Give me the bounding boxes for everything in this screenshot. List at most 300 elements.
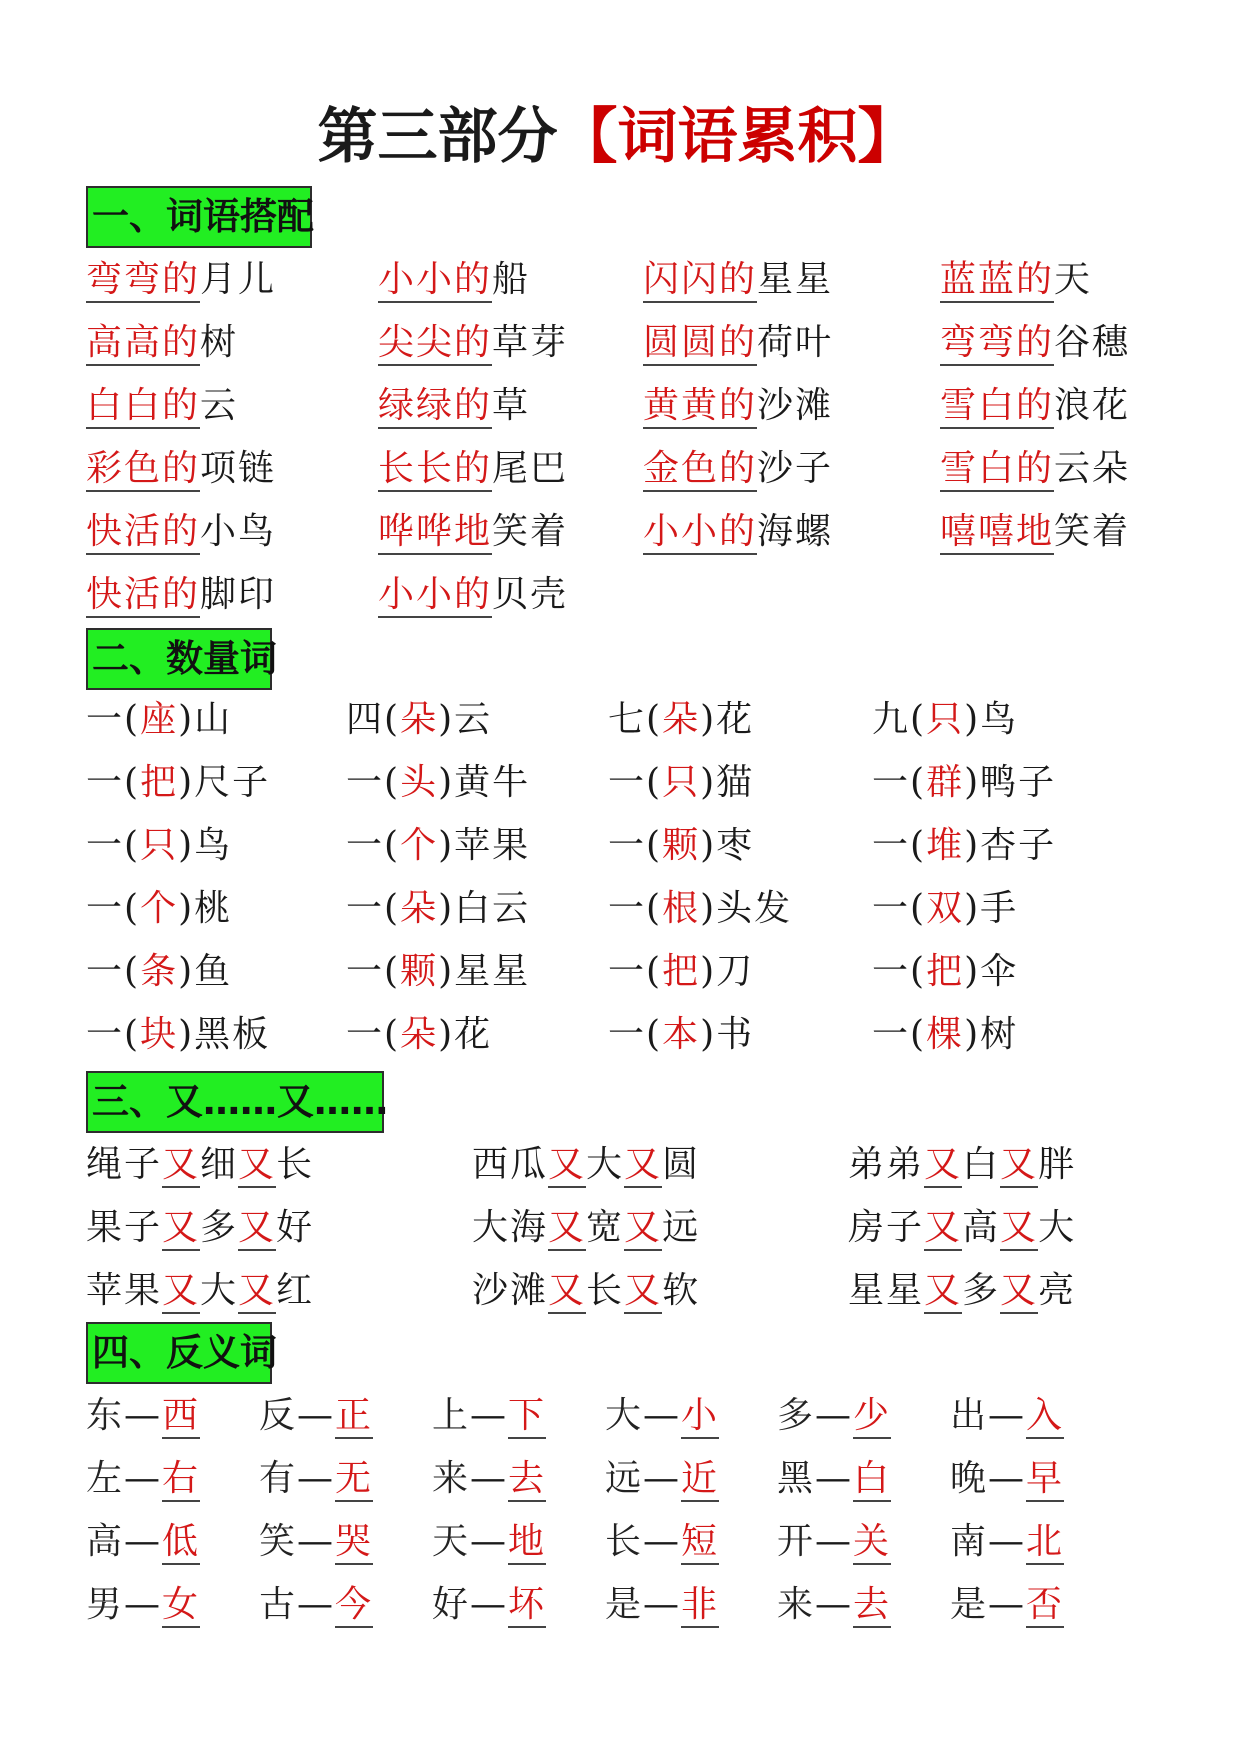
paren-open: ( bbox=[910, 762, 927, 803]
paren-close: ) bbox=[178, 888, 195, 929]
numeral: 四 bbox=[346, 699, 385, 740]
measure-word-item bbox=[872, 761, 1056, 805]
you-word: 又 bbox=[548, 1144, 586, 1188]
noun-word: 云朵 bbox=[1054, 448, 1131, 489]
measure-word-item bbox=[86, 1013, 270, 1057]
paren-close: ) bbox=[178, 762, 195, 803]
title-bracket-open: 【 bbox=[557, 102, 618, 172]
antonym-word: 笑 bbox=[259, 1521, 298, 1562]
antonym-answer: 女 bbox=[162, 1584, 200, 1628]
antonym-word: 大 bbox=[605, 1395, 644, 1436]
antonym-word: 出 bbox=[950, 1395, 989, 1436]
collocation-item bbox=[378, 573, 568, 617]
measure-word: 只 bbox=[662, 762, 701, 803]
noun-word: 桃 bbox=[194, 888, 233, 929]
you-you-item bbox=[848, 1269, 1076, 1313]
modifier-word: 小小的 bbox=[643, 511, 757, 555]
measure-word: 朵 bbox=[400, 699, 439, 740]
section-heading-you-you: 三、又……又…… bbox=[86, 1071, 384, 1133]
measure-word-item bbox=[872, 950, 1018, 994]
subject-word: 西瓜 bbox=[472, 1144, 549, 1185]
you-you-item bbox=[472, 1269, 700, 1313]
measure-word-item bbox=[608, 698, 754, 742]
dash: — bbox=[643, 1458, 682, 1499]
dash: — bbox=[297, 1521, 336, 1562]
dash: — bbox=[470, 1395, 509, 1436]
noun-word: 云 bbox=[454, 699, 493, 740]
noun-word: 花 bbox=[716, 699, 755, 740]
title-highlight: 词语累积 bbox=[617, 102, 858, 172]
noun-word: 沙滩 bbox=[757, 385, 834, 426]
antonym-answer: 北 bbox=[1026, 1521, 1064, 1565]
modifier-word: 高高的 bbox=[86, 322, 200, 366]
antonym-pair bbox=[259, 1520, 373, 1564]
modifier-word: 圆圆的 bbox=[643, 322, 757, 366]
dash: — bbox=[643, 1521, 682, 1562]
adjective-one: 多 bbox=[962, 1270, 1001, 1311]
measure-word-item bbox=[608, 824, 754, 868]
modifier-word: 彩色的 bbox=[86, 448, 200, 492]
noun-word: 船 bbox=[492, 259, 531, 300]
antonym-pair bbox=[950, 1583, 1064, 1627]
paren-open: ( bbox=[124, 825, 141, 866]
subject-word: 沙滩 bbox=[472, 1270, 549, 1311]
measure-word-item bbox=[346, 698, 492, 742]
paren-close: ) bbox=[438, 762, 455, 803]
antonym-pair bbox=[86, 1457, 200, 1501]
dash: — bbox=[124, 1521, 163, 1562]
antonym-word: 南 bbox=[950, 1521, 989, 1562]
modifier-word: 快活的 bbox=[86, 574, 200, 618]
noun-word: 书 bbox=[716, 1014, 755, 1055]
paren-open: ( bbox=[910, 699, 927, 740]
paren-open: ( bbox=[384, 762, 401, 803]
collocation-item bbox=[86, 573, 276, 617]
measure-word-item bbox=[608, 1013, 754, 1057]
dash: — bbox=[815, 1458, 854, 1499]
paren-close: ) bbox=[438, 888, 455, 929]
noun-word: 草芽 bbox=[492, 322, 569, 363]
noun-word: 黄牛 bbox=[454, 762, 531, 803]
noun-word: 猫 bbox=[716, 762, 755, 803]
measure-word: 把 bbox=[140, 762, 179, 803]
paren-close: ) bbox=[964, 762, 981, 803]
adjective-two: 胖 bbox=[1038, 1144, 1077, 1185]
noun-word: 小鸟 bbox=[200, 511, 277, 552]
antonym-word: 长 bbox=[605, 1521, 644, 1562]
measure-word-item bbox=[346, 950, 530, 994]
paren-open: ( bbox=[124, 699, 141, 740]
title-bracket-close: 】 bbox=[857, 102, 918, 172]
paren-close: ) bbox=[964, 1014, 981, 1055]
measure-word-item bbox=[346, 1013, 492, 1057]
numeral: 一 bbox=[86, 699, 125, 740]
measure-word-item bbox=[346, 887, 530, 931]
paren-open: ( bbox=[646, 951, 663, 992]
collocation-item bbox=[378, 321, 568, 365]
numeral: 一 bbox=[86, 1014, 125, 1055]
paren-open: ( bbox=[646, 825, 663, 866]
antonym-answer: 入 bbox=[1026, 1395, 1064, 1439]
you-word: 又 bbox=[924, 1207, 962, 1251]
paren-close: ) bbox=[700, 699, 717, 740]
measure-word-item bbox=[346, 761, 530, 805]
dash: — bbox=[297, 1584, 336, 1625]
antonym-pair bbox=[605, 1583, 719, 1627]
antonym-word: 上 bbox=[432, 1395, 471, 1436]
dash: — bbox=[815, 1584, 854, 1625]
measure-word-item bbox=[608, 950, 754, 994]
collocation-item bbox=[643, 258, 833, 302]
noun-word: 鸭子 bbox=[980, 762, 1057, 803]
modifier-word: 嘻嘻地 bbox=[940, 511, 1054, 555]
noun-word: 沙子 bbox=[757, 448, 834, 489]
numeral: 一 bbox=[346, 825, 385, 866]
paren-close: ) bbox=[700, 1014, 717, 1055]
noun-word: 天 bbox=[1054, 259, 1093, 300]
collocation-item bbox=[378, 384, 530, 428]
subject-word: 苹果 bbox=[86, 1270, 163, 1311]
antonym-answer: 白 bbox=[853, 1458, 891, 1502]
collocation-item bbox=[378, 258, 530, 302]
modifier-word: 快活的 bbox=[86, 511, 200, 555]
noun-word: 树 bbox=[980, 1014, 1019, 1055]
collocation-item bbox=[940, 510, 1130, 554]
numeral: 一 bbox=[872, 951, 911, 992]
dash: — bbox=[470, 1458, 509, 1499]
modifier-word: 白白的 bbox=[86, 385, 200, 429]
measure-word: 双 bbox=[926, 888, 965, 929]
dash: — bbox=[988, 1584, 1027, 1625]
you-word: 又 bbox=[1000, 1207, 1038, 1251]
measure-word: 条 bbox=[140, 951, 179, 992]
collocation-item bbox=[643, 384, 833, 428]
adjective-one: 长 bbox=[586, 1270, 625, 1311]
modifier-word: 绿绿的 bbox=[378, 385, 492, 429]
paren-open: ( bbox=[124, 762, 141, 803]
antonym-word: 有 bbox=[259, 1458, 298, 1499]
you-you-item bbox=[472, 1143, 700, 1187]
paren-open: ( bbox=[646, 888, 663, 929]
measure-word-item bbox=[608, 761, 754, 805]
paren-open: ( bbox=[910, 888, 927, 929]
adjective-two: 长 bbox=[276, 1144, 315, 1185]
antonym-word: 开 bbox=[777, 1521, 816, 1562]
noun-word: 刀 bbox=[716, 951, 755, 992]
adjective-one: 多 bbox=[200, 1207, 239, 1248]
measure-word-item bbox=[872, 698, 1018, 742]
noun-word: 谷穗 bbox=[1054, 322, 1131, 363]
antonym-answer: 坏 bbox=[508, 1584, 546, 1628]
paren-open: ( bbox=[646, 699, 663, 740]
you-you-item bbox=[472, 1206, 700, 1250]
antonym-word: 男 bbox=[86, 1584, 125, 1625]
numeral: 一 bbox=[872, 825, 911, 866]
numeral: 一 bbox=[346, 888, 385, 929]
title-main: 第三部分 bbox=[317, 102, 558, 172]
adjective-two: 圆 bbox=[662, 1144, 701, 1185]
antonym-pair bbox=[605, 1457, 719, 1501]
dash: — bbox=[124, 1584, 163, 1625]
antonym-answer: 早 bbox=[1026, 1458, 1064, 1502]
measure-word: 颗 bbox=[662, 825, 701, 866]
antonym-word: 反 bbox=[259, 1395, 298, 1436]
paren-close: ) bbox=[438, 699, 455, 740]
antonym-word: 左 bbox=[86, 1458, 125, 1499]
paren-close: ) bbox=[964, 699, 981, 740]
noun-word: 杏子 bbox=[980, 825, 1057, 866]
noun-word: 树 bbox=[200, 322, 239, 363]
dash: — bbox=[124, 1395, 163, 1436]
you-you-item bbox=[86, 1269, 314, 1313]
measure-word: 只 bbox=[926, 699, 965, 740]
antonym-pair bbox=[259, 1583, 373, 1627]
numeral: 一 bbox=[608, 825, 647, 866]
paren-close: ) bbox=[964, 888, 981, 929]
you-word: 又 bbox=[624, 1270, 662, 1314]
numeral: 一 bbox=[872, 888, 911, 929]
you-word: 又 bbox=[238, 1207, 276, 1251]
paren-close: ) bbox=[178, 951, 195, 992]
antonym-answer: 右 bbox=[162, 1458, 200, 1502]
antonym-pair bbox=[777, 1520, 891, 1564]
noun-word: 枣 bbox=[716, 825, 755, 866]
measure-word-item bbox=[872, 824, 1056, 868]
noun-word: 手 bbox=[980, 888, 1019, 929]
noun-word: 花 bbox=[454, 1014, 493, 1055]
dash: — bbox=[988, 1521, 1027, 1562]
paren-close: ) bbox=[964, 825, 981, 866]
antonym-pair bbox=[86, 1583, 200, 1627]
you-word: 又 bbox=[548, 1270, 586, 1314]
collocation-item bbox=[940, 258, 1092, 302]
modifier-word: 小小的 bbox=[378, 574, 492, 618]
measure-word-item bbox=[86, 761, 270, 805]
paren-open: ( bbox=[384, 699, 401, 740]
you-word: 又 bbox=[924, 1144, 962, 1188]
modifier-word: 黄黄的 bbox=[643, 385, 757, 429]
noun-word: 项链 bbox=[200, 448, 277, 489]
you-you-item bbox=[848, 1143, 1076, 1187]
collocation-item bbox=[86, 447, 276, 491]
antonym-pair bbox=[432, 1394, 546, 1438]
antonym-answer: 低 bbox=[162, 1521, 200, 1565]
dash: — bbox=[988, 1458, 1027, 1499]
paren-open: ( bbox=[124, 1014, 141, 1055]
dash: — bbox=[470, 1521, 509, 1562]
antonym-pair bbox=[777, 1583, 891, 1627]
collocation-item bbox=[86, 384, 238, 428]
measure-word: 朵 bbox=[400, 888, 439, 929]
modifier-word: 蓝蓝的 bbox=[940, 259, 1054, 303]
numeral: 一 bbox=[872, 762, 911, 803]
paren-open: ( bbox=[910, 1014, 927, 1055]
you-you-item bbox=[86, 1206, 314, 1250]
antonym-pair bbox=[605, 1520, 719, 1564]
measure-word: 个 bbox=[140, 888, 179, 929]
measure-word: 把 bbox=[662, 951, 701, 992]
antonym-pair bbox=[432, 1520, 546, 1564]
measure-word: 只 bbox=[140, 825, 179, 866]
paren-close: ) bbox=[700, 825, 717, 866]
collocation-item bbox=[86, 510, 276, 554]
antonym-pair bbox=[432, 1583, 546, 1627]
numeral: 一 bbox=[608, 762, 647, 803]
modifier-word: 尖尖的 bbox=[378, 322, 492, 366]
antonym-answer: 短 bbox=[681, 1521, 719, 1565]
paren-open: ( bbox=[910, 951, 927, 992]
dash: — bbox=[988, 1395, 1027, 1436]
antonym-pair bbox=[950, 1520, 1064, 1564]
antonym-pair bbox=[950, 1457, 1064, 1501]
antonym-word: 天 bbox=[432, 1521, 471, 1562]
subject-word: 大海 bbox=[472, 1207, 549, 1248]
section-heading-measure-words: 二、数量词 bbox=[86, 628, 272, 690]
noun-word: 草 bbox=[492, 385, 531, 426]
numeral: 一 bbox=[86, 888, 125, 929]
antonym-answer: 近 bbox=[681, 1458, 719, 1502]
dash: — bbox=[815, 1395, 854, 1436]
paren-close: ) bbox=[178, 699, 195, 740]
noun-word: 白云 bbox=[454, 888, 531, 929]
antonym-answer: 无 bbox=[335, 1458, 373, 1502]
you-word: 又 bbox=[238, 1270, 276, 1314]
numeral: 一 bbox=[608, 1014, 647, 1055]
dash: — bbox=[470, 1584, 509, 1625]
measure-word-item bbox=[86, 698, 232, 742]
measure-word: 棵 bbox=[926, 1014, 965, 1055]
numeral: 一 bbox=[608, 888, 647, 929]
noun-word: 山 bbox=[194, 699, 233, 740]
page-title bbox=[0, 92, 1235, 182]
paren-open: ( bbox=[646, 1014, 663, 1055]
numeral: 一 bbox=[86, 951, 125, 992]
numeral: 九 bbox=[872, 699, 911, 740]
noun-word: 笑着 bbox=[492, 511, 569, 552]
adjective-two: 大 bbox=[1038, 1207, 1077, 1248]
antonym-word: 来 bbox=[432, 1458, 471, 1499]
noun-word: 鸟 bbox=[980, 699, 1019, 740]
noun-word: 荷叶 bbox=[757, 322, 834, 363]
measure-word: 朵 bbox=[662, 699, 701, 740]
dash: — bbox=[297, 1395, 336, 1436]
you-word: 又 bbox=[162, 1270, 200, 1314]
subject-word: 房子 bbox=[848, 1207, 925, 1248]
paren-close: ) bbox=[964, 951, 981, 992]
measure-word-item bbox=[346, 824, 530, 868]
measure-word: 本 bbox=[662, 1014, 701, 1055]
dash: — bbox=[124, 1458, 163, 1499]
numeral: 一 bbox=[346, 951, 385, 992]
you-word: 又 bbox=[548, 1207, 586, 1251]
paren-open: ( bbox=[910, 825, 927, 866]
paren-open: ( bbox=[646, 762, 663, 803]
measure-word: 颗 bbox=[400, 951, 439, 992]
modifier-word: 小小的 bbox=[378, 259, 492, 303]
antonym-answer: 少 bbox=[853, 1395, 891, 1439]
subject-word: 绳子 bbox=[86, 1144, 163, 1185]
you-word: 又 bbox=[924, 1270, 962, 1314]
modifier-word: 雪白的 bbox=[940, 448, 1054, 492]
measure-word: 把 bbox=[926, 951, 965, 992]
noun-word: 黑板 bbox=[194, 1014, 271, 1055]
collocation-item bbox=[86, 321, 238, 365]
modifier-word: 弯弯的 bbox=[86, 259, 200, 303]
noun-word: 尺子 bbox=[194, 762, 271, 803]
adjective-one: 宽 bbox=[586, 1207, 625, 1248]
antonym-answer: 正 bbox=[335, 1395, 373, 1439]
dash: — bbox=[815, 1521, 854, 1562]
antonym-answer: 去 bbox=[508, 1458, 546, 1502]
antonym-answer: 小 bbox=[681, 1395, 719, 1439]
modifier-word: 哗哗地 bbox=[378, 511, 492, 555]
noun-word: 尾巴 bbox=[492, 448, 569, 489]
paren-close: ) bbox=[438, 1014, 455, 1055]
measure-word-item bbox=[86, 887, 232, 931]
antonym-pair bbox=[777, 1394, 891, 1438]
measure-word: 朵 bbox=[400, 1014, 439, 1055]
antonym-answer: 否 bbox=[1026, 1584, 1064, 1628]
numeral: 七 bbox=[608, 699, 647, 740]
you-you-item bbox=[848, 1206, 1076, 1250]
antonym-answer: 去 bbox=[853, 1584, 891, 1628]
paren-close: ) bbox=[178, 825, 195, 866]
measure-word: 块 bbox=[140, 1014, 179, 1055]
measure-word-item bbox=[608, 887, 792, 931]
paren-close: ) bbox=[178, 1014, 195, 1055]
collocation-item bbox=[86, 258, 276, 302]
collocation-item bbox=[940, 384, 1130, 428]
paren-open: ( bbox=[124, 951, 141, 992]
paren-open: ( bbox=[124, 888, 141, 929]
adjective-one: 白 bbox=[962, 1144, 1001, 1185]
collocation-item bbox=[643, 510, 833, 554]
antonym-pair bbox=[432, 1457, 546, 1501]
measure-word: 头 bbox=[400, 762, 439, 803]
antonym-pair bbox=[259, 1394, 373, 1438]
antonym-pair bbox=[777, 1457, 891, 1501]
adjective-one: 大 bbox=[200, 1270, 239, 1311]
paren-close: ) bbox=[700, 888, 717, 929]
antonym-word: 是 bbox=[605, 1584, 644, 1625]
you-you-item bbox=[86, 1143, 314, 1187]
measure-word: 群 bbox=[926, 762, 965, 803]
measure-word-item bbox=[86, 824, 232, 868]
noun-word: 星星 bbox=[757, 259, 834, 300]
noun-word: 笑着 bbox=[1054, 511, 1131, 552]
paren-open: ( bbox=[384, 888, 401, 929]
antonym-word: 黑 bbox=[777, 1458, 816, 1499]
noun-word: 浪花 bbox=[1054, 385, 1131, 426]
you-word: 又 bbox=[238, 1144, 276, 1188]
adjective-two: 软 bbox=[662, 1270, 701, 1311]
modifier-word: 弯弯的 bbox=[940, 322, 1054, 366]
antonym-pair bbox=[259, 1457, 373, 1501]
collocation-item bbox=[378, 510, 568, 554]
antonym-word: 高 bbox=[86, 1521, 125, 1562]
collocation-item bbox=[643, 447, 833, 491]
antonym-answer: 今 bbox=[335, 1584, 373, 1628]
numeral: 一 bbox=[608, 951, 647, 992]
measure-word: 个 bbox=[400, 825, 439, 866]
antonym-word: 东 bbox=[86, 1395, 125, 1436]
paren-close: ) bbox=[700, 762, 717, 803]
measure-word: 座 bbox=[140, 699, 179, 740]
numeral: 一 bbox=[872, 1014, 911, 1055]
antonym-word: 远 bbox=[605, 1458, 644, 1499]
collocation-item bbox=[378, 447, 568, 491]
you-word: 又 bbox=[162, 1207, 200, 1251]
